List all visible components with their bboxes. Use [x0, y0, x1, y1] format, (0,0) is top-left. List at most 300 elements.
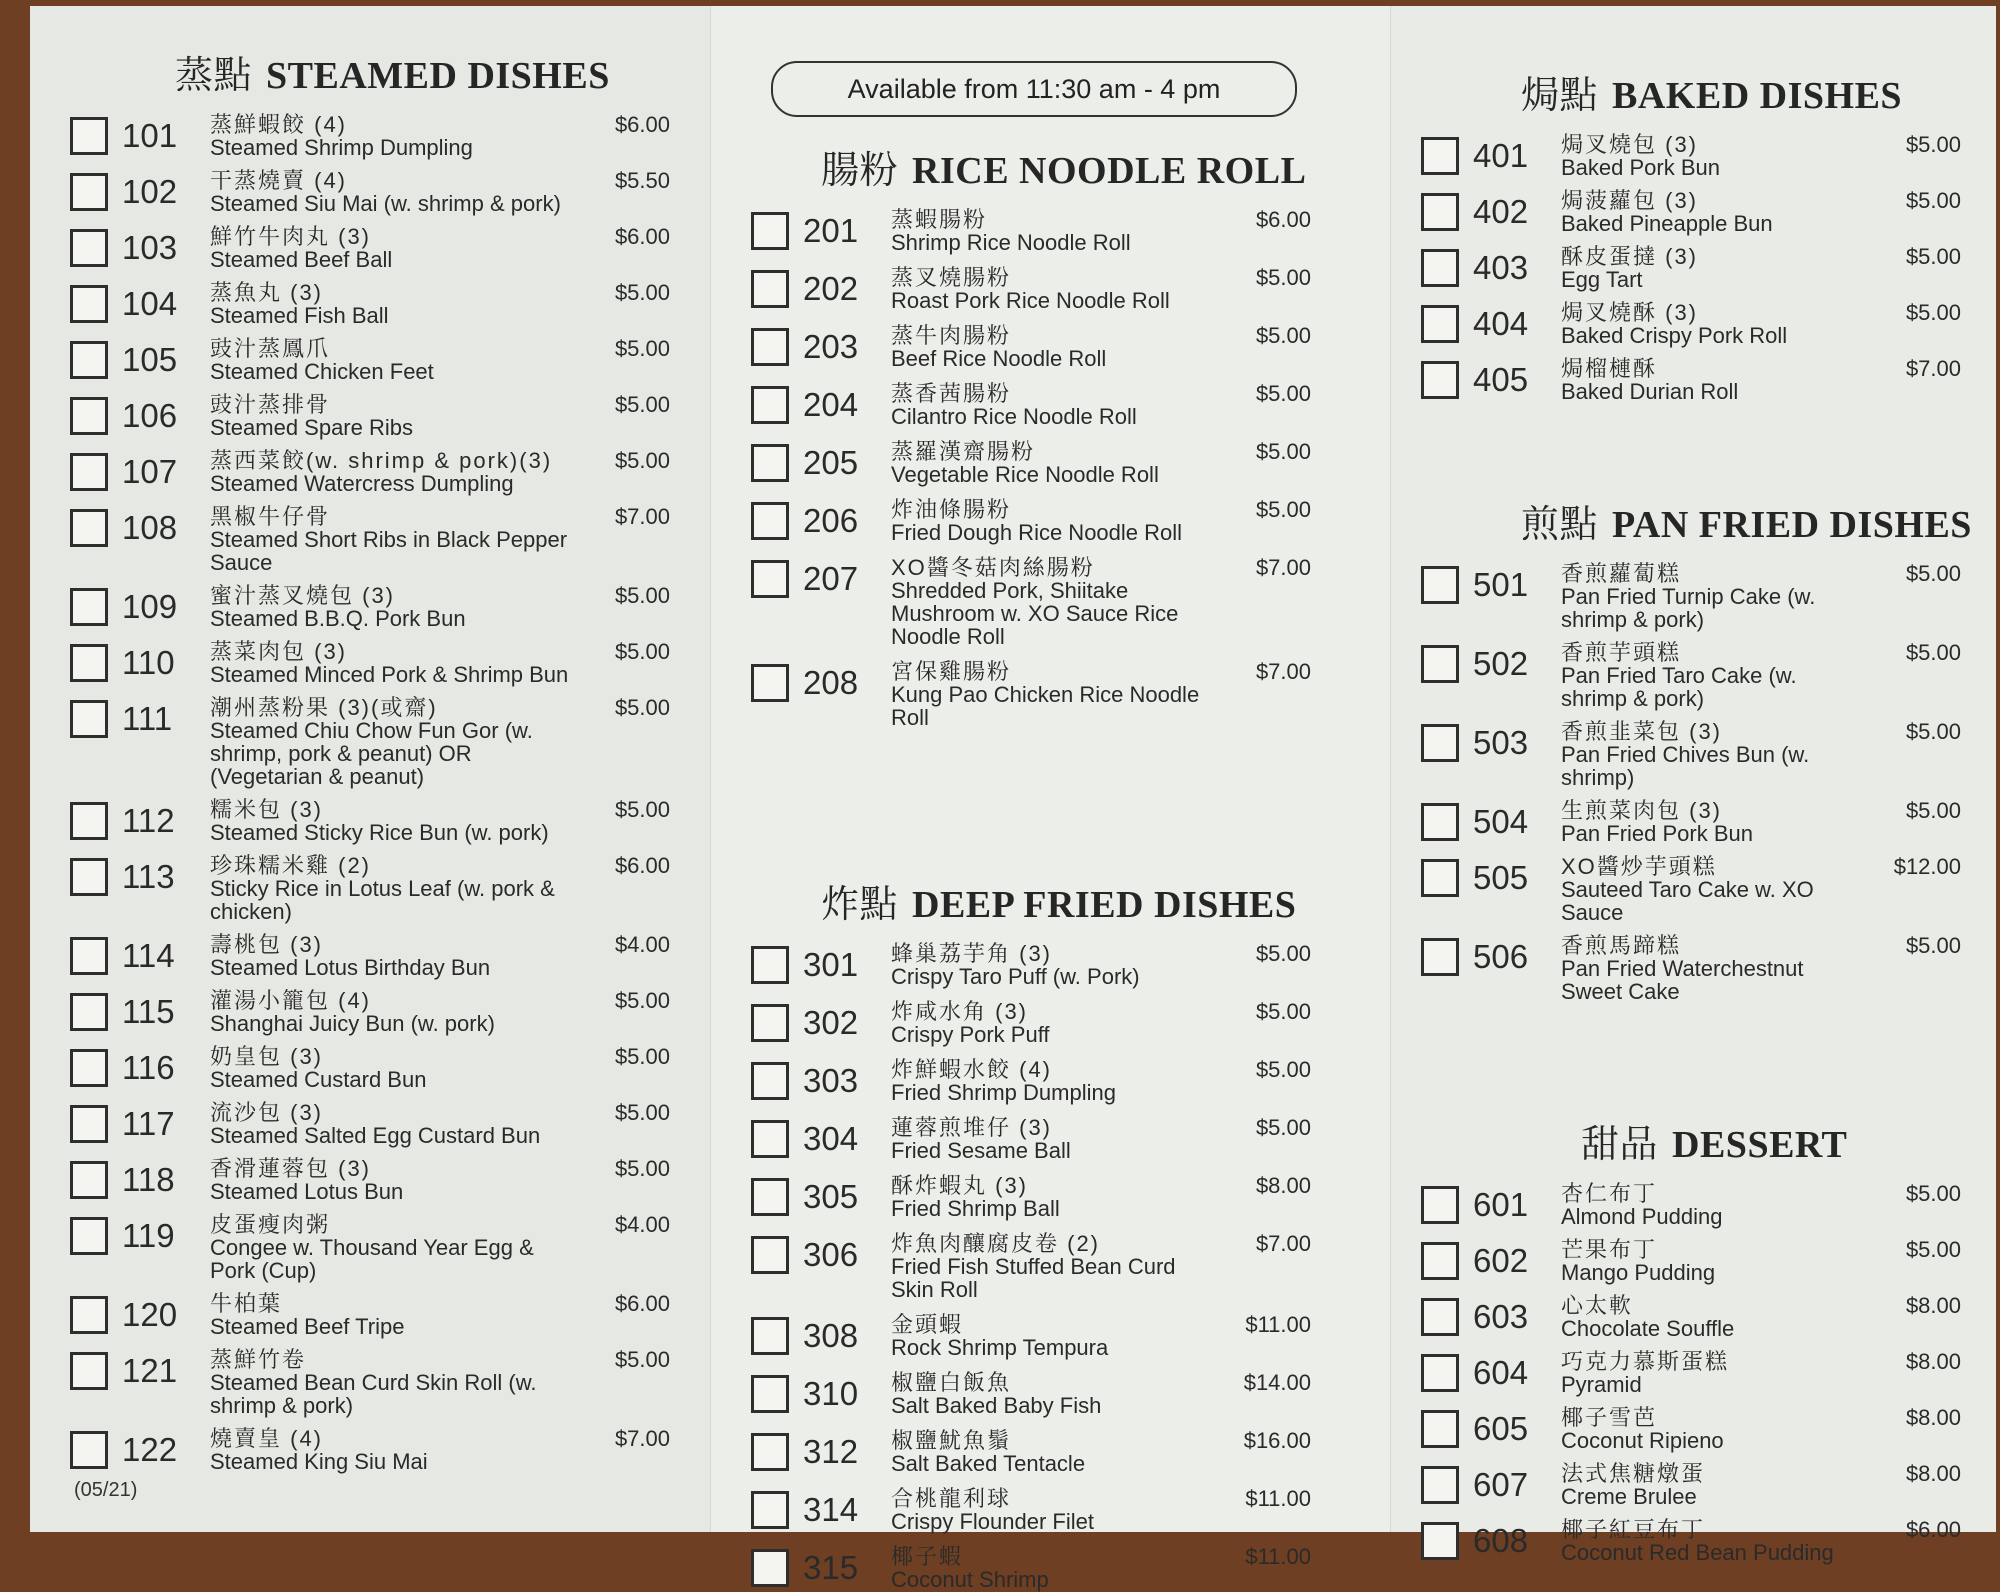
- item-number: 505: [1473, 859, 1529, 896]
- item-number: 503: [1473, 724, 1529, 761]
- order-checkbox[interactable]: [70, 509, 108, 547]
- section-title-en: BAKED DISHES: [1612, 75, 1903, 117]
- item-price: $8.00: [1905, 1461, 1961, 1486]
- item-name-zh: 牛柏葉: [210, 1291, 283, 1316]
- item-description: [891, 1000, 1211, 1046]
- order-checkbox[interactable]: [70, 937, 108, 975]
- order-checkbox[interactable]: [751, 1236, 789, 1274]
- order-checkbox[interactable]: [751, 1062, 789, 1100]
- menu-item: [751, 1371, 1311, 1417]
- item-number: 312: [803, 1433, 859, 1470]
- menu-item: [1421, 934, 1961, 1003]
- order-checkbox[interactable]: [751, 1433, 789, 1471]
- order-checkbox[interactable]: [751, 270, 789, 308]
- item-name-en: Steamed Shrimp Dumpling: [210, 135, 473, 160]
- item-number: 603: [1473, 1298, 1529, 1335]
- order-checkbox[interactable]: [1421, 566, 1459, 604]
- order-checkbox[interactable]: [70, 285, 108, 323]
- item-price: $5.00: [614, 392, 670, 417]
- item-number: 605: [1473, 1410, 1529, 1447]
- order-checkbox[interactable]: [70, 858, 108, 896]
- item-description: [891, 382, 1211, 428]
- item-description: [1561, 1182, 1861, 1228]
- item-name-en: Creme Brulee: [1561, 1484, 1697, 1509]
- order-checkbox[interactable]: [70, 1431, 108, 1469]
- item-name-en: Shredded Pork, Shiitake Mushroom w. XO Sauce Rice Noodle Roll: [891, 578, 1179, 649]
- item-number: 405: [1473, 361, 1529, 398]
- section-title-zh: 腸粉: [821, 150, 899, 192]
- item-price: $5.00: [1255, 941, 1311, 966]
- item-name-zh: 珍珠糯米雞 (2): [210, 853, 372, 878]
- item-description: [891, 1429, 1211, 1475]
- order-checkbox[interactable]: [1421, 1298, 1459, 1336]
- item-number: 106: [122, 397, 178, 434]
- menu-item: [70, 337, 670, 383]
- item-name-en: Steamed Short Ribs in Black Pepper Sauce: [210, 527, 568, 575]
- item-name-en: Egg Tart: [1561, 267, 1643, 292]
- order-checkbox[interactable]: [751, 946, 789, 984]
- item-name-en: Steamed Beef Tripe: [210, 1314, 405, 1339]
- order-checkbox[interactable]: [1421, 1466, 1459, 1504]
- item-description: [1561, 245, 1861, 291]
- item-number: 120: [122, 1296, 178, 1333]
- item-description: [210, 449, 570, 495]
- item-price: $5.00: [1905, 132, 1961, 157]
- item-number: 314: [803, 1491, 859, 1528]
- item-name-zh: 蒸魚丸 (3): [210, 280, 324, 305]
- item-name-zh: 椒鹽魷魚鬚: [891, 1428, 1012, 1453]
- order-checkbox[interactable]: [751, 444, 789, 482]
- item-name-zh: 蒸羅漢齋腸粉: [891, 439, 1036, 464]
- item-name-en: Mango Pudding: [1561, 1260, 1716, 1285]
- item-name-en: Chocolate Souffle: [1561, 1316, 1735, 1341]
- order-checkbox[interactable]: [70, 993, 108, 1031]
- item-description: [210, 989, 570, 1035]
- item-number: 402: [1473, 193, 1529, 230]
- item-name-en: Pan Fried Turnip Cake (w. shrimp & pork): [1561, 584, 1816, 632]
- order-checkbox[interactable]: [751, 1120, 789, 1158]
- item-name-en: Sticky Rice in Lotus Leaf (w. pork & chicken): [210, 876, 555, 924]
- item-description: [1561, 133, 1861, 179]
- menu-item: [1421, 720, 1961, 789]
- rice-roll-list: [751, 208, 1390, 729]
- item-description: [1561, 1294, 1861, 1340]
- item-price: $5.00: [1905, 561, 1961, 586]
- item-number: 602: [1473, 1242, 1529, 1279]
- item-name-zh: 蒸叉燒腸粉: [891, 265, 1012, 290]
- item-description: [210, 113, 570, 159]
- order-checkbox[interactable]: [751, 1491, 789, 1529]
- order-checkbox[interactable]: [751, 1317, 789, 1355]
- menu-item: [70, 225, 670, 271]
- order-checkbox[interactable]: [70, 644, 108, 682]
- order-checkbox[interactable]: [1421, 803, 1459, 841]
- section-title-en: DESSERT: [1672, 1124, 1848, 1166]
- item-name-en: Almond Pudding: [1561, 1204, 1723, 1229]
- item-number: 306: [803, 1236, 859, 1273]
- order-checkbox[interactable]: [70, 1217, 108, 1255]
- item-description: [210, 337, 570, 383]
- order-checkbox[interactable]: [70, 1105, 108, 1143]
- order-checkbox[interactable]: [70, 341, 108, 379]
- item-price: $5.00: [1255, 265, 1311, 290]
- order-checkbox[interactable]: [1421, 1522, 1459, 1560]
- menu-panel-middle: [710, 6, 1390, 1592]
- order-checkbox[interactable]: [1421, 1354, 1459, 1392]
- order-checkbox[interactable]: [70, 173, 108, 211]
- item-price: $5.00: [614, 583, 670, 608]
- item-name-zh: 杏仁布丁: [1561, 1181, 1658, 1206]
- item-number: 121: [122, 1352, 178, 1389]
- item-number: 113: [122, 858, 175, 895]
- item-name-en: Fried Shrimp Dumpling: [891, 1080, 1116, 1105]
- item-price: $5.00: [614, 639, 670, 664]
- order-checkbox[interactable]: [751, 1375, 789, 1413]
- item-name-zh: 奶皇包 (3): [210, 1044, 324, 1069]
- item-name-zh: 壽桃包 (3): [210, 932, 324, 957]
- order-checkbox[interactable]: [1421, 249, 1459, 287]
- item-name-zh: 干蒸燒賣 (4): [210, 168, 348, 193]
- section-title-zh: 炸點: [821, 884, 899, 926]
- order-checkbox[interactable]: [751, 1004, 789, 1042]
- item-name-en: Shanghai Juicy Bun (w. pork): [210, 1011, 495, 1036]
- order-checkbox[interactable]: [1421, 1410, 1459, 1448]
- menu-item: [70, 449, 670, 495]
- item-name-zh: 椰子雪芭: [1561, 1405, 1658, 1430]
- item-name-zh: 心太軟: [1561, 1293, 1634, 1318]
- item-price: $5.00: [614, 1100, 670, 1125]
- order-checkbox[interactable]: [70, 229, 108, 267]
- item-price: $8.00: [1905, 1293, 1961, 1318]
- item-name-en: Vegetable Rice Noodle Roll: [891, 462, 1159, 487]
- item-price: $8.00: [1905, 1405, 1961, 1430]
- item-name-en: Beef Rice Noodle Roll: [891, 346, 1107, 371]
- order-checkbox[interactable]: [751, 386, 789, 424]
- item-number: 114: [122, 937, 175, 974]
- item-name-en: Steamed B.B.Q. Pork Bun: [210, 606, 466, 631]
- item-name-zh: 潮州蒸粉果 (3)(或齋): [210, 695, 438, 720]
- menu-sheet: [30, 6, 1996, 1592]
- item-price: $6.00: [614, 112, 670, 137]
- item-description: [1561, 720, 1861, 789]
- item-price: $5.00: [1255, 1115, 1311, 1140]
- item-price: $6.00: [614, 853, 670, 878]
- order-checkbox[interactable]: [1421, 1186, 1459, 1224]
- section-title-baked: [1521, 64, 1996, 119]
- item-description: [891, 1058, 1211, 1104]
- item-number: 501: [1473, 566, 1529, 603]
- item-price: $5.00: [614, 280, 670, 305]
- item-description: [210, 798, 570, 844]
- item-number: 205: [803, 444, 859, 481]
- menu-item: [70, 505, 670, 574]
- item-price: $6.00: [614, 224, 670, 249]
- menu-item: [751, 1313, 1311, 1359]
- menu-item: [70, 1292, 670, 1338]
- item-name-en: Steamed Minced Pork & Shrimp Bun: [210, 662, 569, 687]
- item-price: $8.00: [1905, 1349, 1961, 1374]
- item-name-en: Fried Dough Rice Noodle Roll: [891, 520, 1183, 545]
- item-description: [891, 1116, 1211, 1162]
- item-name-en: Steamed Lotus Bun: [210, 1179, 404, 1204]
- item-price: $5.00: [1905, 244, 1961, 269]
- menu-item: [70, 854, 670, 923]
- menu-item: [70, 1213, 670, 1282]
- item-number: 403: [1473, 249, 1529, 286]
- order-checkbox[interactable]: [1421, 724, 1459, 762]
- order-checkbox[interactable]: [751, 1178, 789, 1216]
- menu-item: [1421, 357, 1961, 403]
- item-description: [210, 281, 570, 327]
- item-price: $12.00: [1893, 854, 1961, 879]
- item-description: [210, 1157, 570, 1203]
- item-name-zh: 酥炸蝦丸 (3): [891, 1173, 1029, 1198]
- item-price: $5.00: [1905, 719, 1961, 744]
- item-name-zh: XO醬炒芋頭糕: [1561, 854, 1717, 879]
- menu-item: [1421, 301, 1961, 347]
- item-description: [891, 498, 1211, 544]
- item-number: 204: [803, 386, 859, 423]
- item-number: 118: [122, 1161, 175, 1198]
- item-description: [1561, 1406, 1861, 1452]
- item-number: 119: [122, 1217, 175, 1254]
- item-name-en: Fried Fish Stuffed Bean Curd Skin Roll: [891, 1254, 1176, 1302]
- item-number: 108: [122, 509, 178, 546]
- section-title-zh: 甜品: [1581, 1124, 1659, 1166]
- menu-item: [1421, 1350, 1961, 1396]
- item-number: 305: [803, 1178, 859, 1215]
- item-price: $5.00: [614, 988, 670, 1013]
- spacer: [1421, 1013, 1996, 1113]
- item-number: 208: [803, 664, 859, 701]
- item-name-en: Coconut Ripieno: [1561, 1428, 1724, 1453]
- menu-item: [70, 584, 670, 630]
- menu-item: [1421, 562, 1961, 631]
- menu-item: [751, 942, 1311, 988]
- item-description: [1561, 641, 1861, 710]
- item-number: 310: [803, 1375, 859, 1412]
- order-checkbox[interactable]: [1421, 305, 1459, 343]
- item-number: 107: [122, 453, 178, 490]
- item-name-zh: 酥皮蛋撻 (3): [1561, 244, 1699, 269]
- order-checkbox[interactable]: [1421, 938, 1459, 976]
- order-checkbox[interactable]: [70, 588, 108, 626]
- item-number: 601: [1473, 1186, 1529, 1223]
- order-checkbox[interactable]: [70, 1352, 108, 1390]
- menu-item: [70, 989, 670, 1035]
- item-description: [891, 942, 1211, 988]
- item-price: $11.00: [1245, 1312, 1311, 1337]
- item-name-zh: 蓮蓉煎堆仔 (3): [891, 1115, 1053, 1140]
- item-name-en: Pan Fried Chives Bun (w. shrimp): [1561, 742, 1810, 790]
- item-description: [891, 660, 1211, 729]
- order-checkbox[interactable]: [70, 453, 108, 491]
- item-description: [891, 1232, 1211, 1301]
- item-name-zh: 香煎韭菜包 (3): [1561, 719, 1723, 744]
- item-price: $14.00: [1243, 1370, 1311, 1395]
- order-checkbox[interactable]: [751, 212, 789, 250]
- item-description: [1561, 799, 1861, 845]
- item-description: [210, 505, 570, 574]
- item-name-en: Steamed Fish Ball: [210, 303, 389, 328]
- item-name-zh: 炸油條腸粉: [891, 497, 1012, 522]
- item-name-zh: 皮蛋瘦肉粥: [210, 1212, 331, 1237]
- item-name-zh: 椒鹽白飯魚: [891, 1370, 1012, 1395]
- order-checkbox[interactable]: [70, 1049, 108, 1087]
- menu-item: [751, 1116, 1311, 1162]
- item-description: [891, 1174, 1211, 1220]
- item-number: 206: [803, 502, 859, 539]
- item-price: $11.00: [1245, 1544, 1311, 1569]
- menu-item: [70, 1427, 670, 1473]
- item-name-en: Cilantro Rice Noodle Roll: [891, 404, 1137, 429]
- item-name-en: Steamed Chiu Chow Fun Gor (w. shrimp, pork & peanut) OR (Vegetarian & peanut): [210, 718, 533, 789]
- order-checkbox[interactable]: [751, 1549, 789, 1587]
- menu-item: [1421, 1462, 1961, 1508]
- menu-item: [1421, 189, 1961, 235]
- item-price: $5.00: [1255, 381, 1311, 406]
- item-number: 104: [122, 285, 178, 322]
- item-description: [210, 225, 570, 271]
- item-description: [1561, 357, 1861, 403]
- item-price: $5.00: [1255, 439, 1311, 464]
- menu-item: [1421, 799, 1961, 845]
- item-description: [891, 266, 1211, 312]
- item-number: 117: [122, 1105, 175, 1142]
- item-description: [1561, 934, 1861, 1003]
- menu-item: [751, 382, 1311, 428]
- menu-item: [1421, 133, 1961, 179]
- spacer: [751, 741, 1390, 851]
- item-price: $4.00: [614, 1212, 670, 1237]
- order-checkbox[interactable]: [751, 664, 789, 702]
- item-description: [891, 1545, 1211, 1591]
- menu-item: [751, 1232, 1311, 1301]
- item-name-en: Baked Crispy Pork Roll: [1561, 323, 1788, 348]
- item-number: 203: [803, 328, 859, 365]
- order-checkbox[interactable]: [70, 700, 108, 738]
- item-price: $5.00: [1905, 933, 1961, 958]
- item-name-zh: 香滑蓮蓉包 (3): [210, 1156, 372, 1181]
- order-checkbox[interactable]: [751, 328, 789, 366]
- item-price: $5.00: [614, 448, 670, 473]
- order-checkbox[interactable]: [1421, 137, 1459, 175]
- item-description: [210, 393, 570, 439]
- item-description: [210, 640, 570, 686]
- order-checkbox[interactable]: [70, 802, 108, 840]
- order-checkbox[interactable]: [70, 1296, 108, 1334]
- item-number: 302: [803, 1004, 859, 1041]
- item-price: $7.00: [1255, 555, 1311, 580]
- order-checkbox[interactable]: [1421, 1242, 1459, 1280]
- item-name-zh: 宮保雞腸粉: [891, 659, 1012, 684]
- item-name-en: Steamed Lotus Birthday Bun: [210, 955, 491, 980]
- steamed-list: [70, 113, 710, 1473]
- item-name-en: Sauteed Taro Cake w. XO Sauce: [1561, 877, 1814, 925]
- item-number: 607: [1473, 1466, 1529, 1503]
- order-checkbox[interactable]: [70, 397, 108, 435]
- item-name-zh: 蒸西菜餃(w. shrimp & pork)(3): [210, 448, 553, 473]
- section-title-en: PAN FRIED DISHES: [1612, 504, 1972, 546]
- deep-fried-list: [751, 942, 1390, 1591]
- item-price: $4.00: [614, 932, 670, 957]
- item-name-en: Steamed Chicken Feet: [210, 359, 434, 384]
- item-number: 202: [803, 270, 859, 307]
- order-checkbox[interactable]: [751, 502, 789, 540]
- item-price: $5.00: [614, 336, 670, 361]
- item-name-en: Baked Pork Bun: [1561, 155, 1720, 180]
- item-name-zh: 豉汁蒸鳳爪: [210, 336, 331, 361]
- menu-item: [70, 113, 670, 159]
- item-description: [1561, 1350, 1861, 1396]
- menu-item: [70, 393, 670, 439]
- order-checkbox[interactable]: [70, 1161, 108, 1199]
- item-name-en: Pan Fried Taro Cake (w. shrimp & pork): [1561, 663, 1797, 711]
- menu-item: [70, 281, 670, 327]
- item-description: [891, 1487, 1211, 1533]
- item-number: 315: [803, 1549, 859, 1586]
- item-name-en: Baked Pineapple Bun: [1561, 211, 1773, 236]
- order-checkbox[interactable]: [1421, 361, 1459, 399]
- order-checkbox[interactable]: [1421, 859, 1459, 897]
- item-price: $7.00: [1255, 1231, 1311, 1256]
- item-name-zh: 生煎菜肉包 (3): [1561, 798, 1723, 823]
- item-price: $5.00: [614, 797, 670, 822]
- section-title-deep-fried: [821, 873, 1390, 928]
- menu-item: [751, 1487, 1311, 1533]
- order-checkbox[interactable]: [1421, 645, 1459, 683]
- order-checkbox[interactable]: [70, 117, 108, 155]
- section-title-en: STEAMED DISHES: [266, 55, 610, 97]
- item-name-en: Steamed Beef Ball: [210, 247, 393, 272]
- item-price: $5.00: [1905, 798, 1961, 823]
- order-checkbox[interactable]: [1421, 193, 1459, 231]
- menu-item: [751, 208, 1311, 254]
- menu-item: [1421, 1238, 1961, 1284]
- item-name-zh: 椰子紅豆布丁: [1561, 1517, 1706, 1542]
- item-description: [210, 1045, 570, 1091]
- item-name-en: Fried Shrimp Ball: [891, 1196, 1060, 1221]
- item-name-zh: 鮮竹牛肉丸 (3): [210, 224, 372, 249]
- section-title-zh: 煎點: [1521, 504, 1599, 546]
- item-name-zh: 巧克力慕斯蛋糕: [1561, 1349, 1730, 1374]
- menu-item: [751, 324, 1311, 370]
- item-price: $5.00: [1905, 300, 1961, 325]
- order-checkbox[interactable]: [751, 560, 789, 598]
- item-name-zh: 蒸鮮蝦餃 (4): [210, 112, 348, 137]
- item-number: 111: [122, 700, 173, 737]
- item-name-en: Shrimp Rice Noodle Roll: [891, 230, 1131, 255]
- item-price: $5.00: [1905, 640, 1961, 665]
- item-number: 404: [1473, 305, 1529, 342]
- item-description: [1561, 855, 1861, 924]
- menu-item: [1421, 245, 1961, 291]
- menu-item: [70, 798, 670, 844]
- item-description: [1561, 1238, 1861, 1284]
- item-price: $5.00: [1255, 999, 1311, 1024]
- item-description: [1561, 1462, 1861, 1508]
- item-name-zh: 燒賣皇 (4): [210, 1426, 324, 1451]
- item-name-zh: 法式焦糖燉蛋: [1561, 1461, 1706, 1486]
- menu-item: [70, 169, 670, 215]
- item-name-en: Crispy Taro Puff (w. Pork): [891, 964, 1140, 989]
- item-description: [210, 169, 570, 215]
- item-price: $5.00: [614, 1156, 670, 1181]
- item-price: $5.00: [1255, 497, 1311, 522]
- item-name-zh: 焗叉燒酥 (3): [1561, 300, 1699, 325]
- item-name-zh: XO醬冬菇肉絲腸粉: [891, 555, 1095, 580]
- item-price: $7.00: [614, 1426, 670, 1451]
